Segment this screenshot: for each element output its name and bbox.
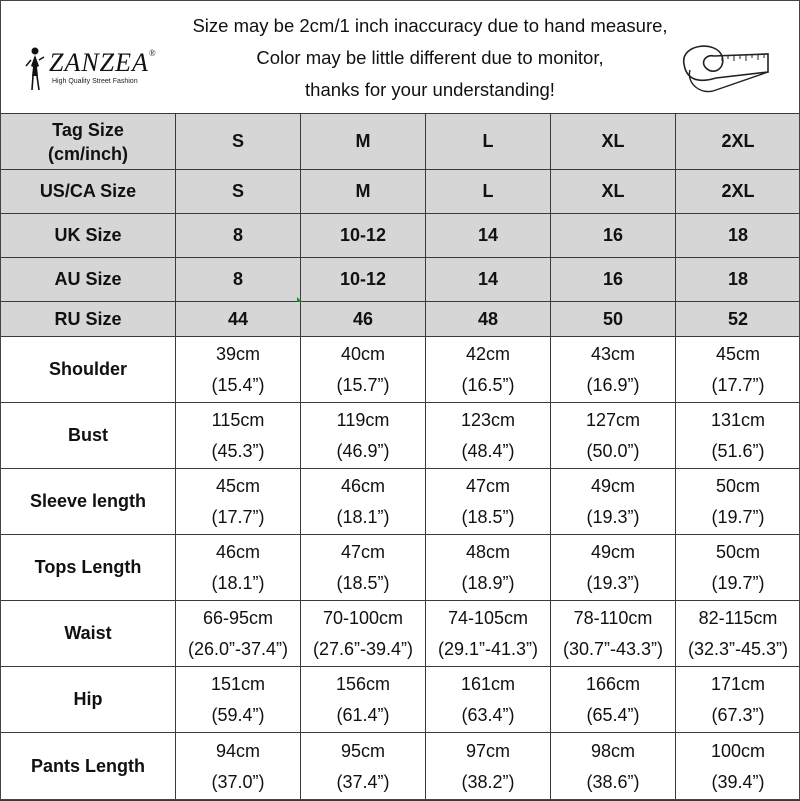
- table-cell: 115cm (45.3”): [176, 403, 301, 469]
- table-cell: XL: [551, 114, 676, 170]
- row-label: Pants Length: [1, 733, 176, 801]
- table-cell: 98cm (38.6”): [551, 733, 676, 801]
- table-cell: L: [426, 114, 551, 170]
- table-cell: 50: [551, 302, 676, 337]
- table-cell: 78-110cm (30.7”-43.3”): [551, 601, 676, 667]
- table-cell: S: [176, 170, 301, 214]
- table-cell: 74-105cm (29.1”-41.3”): [426, 601, 551, 667]
- table-cell: 161cm (63.4”): [426, 667, 551, 733]
- table-cell: 50cm (19.7”): [676, 469, 800, 535]
- table-cell: 47cm (18.5”): [426, 469, 551, 535]
- table-cell: 95cm (37.4”): [301, 733, 426, 801]
- table-cell: 46cm (18.1”): [301, 469, 426, 535]
- table-cell: 151cm (59.4”): [176, 667, 301, 733]
- table-cell: 94cm (37.0”): [176, 733, 301, 801]
- row-label: Hip: [1, 667, 176, 733]
- row-label: Bust: [1, 403, 176, 469]
- notice-line-2: Color may be little different due to monitor,: [160, 42, 700, 74]
- row-label: Shoulder: [1, 337, 176, 403]
- table-cell: 119cm (46.9”): [301, 403, 426, 469]
- table-cell: 48: [426, 302, 551, 337]
- table-cell: 46cm (18.1”): [176, 535, 301, 601]
- table-cell: 40cm (15.7”): [301, 337, 426, 403]
- table-cell: 131cm (51.6”): [676, 403, 800, 469]
- notice-line-3: thanks for your understanding!: [160, 74, 700, 106]
- table-cell: 39cm (15.4”): [176, 337, 301, 403]
- brand-name: ZANZEA®: [49, 48, 157, 78]
- row-label: Waist: [1, 601, 176, 667]
- table-cell: 8: [176, 258, 301, 302]
- table-cell: 49cm (19.3”): [551, 535, 676, 601]
- table-cell: 166cm (65.4”): [551, 667, 676, 733]
- table-cell: 47cm (18.5”): [301, 535, 426, 601]
- row-label: Sleeve length: [1, 469, 176, 535]
- table-cell: 2XL: [676, 170, 800, 214]
- table-cell: 18: [676, 258, 800, 302]
- table-cell: 18: [676, 214, 800, 258]
- row-label: RU Size: [1, 302, 176, 337]
- table-cell: 123cm (48.4”): [426, 403, 551, 469]
- table-cell: 50cm (19.7”): [676, 535, 800, 601]
- table-cell: 14: [426, 258, 551, 302]
- table-cell: 70-100cm (27.6”-39.4”): [301, 601, 426, 667]
- table-cell: 156cm (61.4”): [301, 667, 426, 733]
- notice-line-1: Size may be 2cm/1 inch inaccuracy due to hand measure,: [160, 10, 700, 42]
- table-cell: S: [176, 114, 301, 170]
- table-cell: 16: [551, 214, 676, 258]
- row-label: UK Size: [1, 214, 176, 258]
- table-cell: 2XL: [676, 114, 800, 170]
- table-cell: XL: [551, 170, 676, 214]
- table-cell: 49cm (19.3”): [551, 469, 676, 535]
- row-label: US/CA Size: [1, 170, 176, 214]
- row-label: Tops Length: [1, 535, 176, 601]
- table-cell: 43cm (16.9”): [551, 337, 676, 403]
- table-cell: L: [426, 170, 551, 214]
- table-cell: 171cm (67.3”): [676, 667, 800, 733]
- brand-tagline: High Quality Street Fashion: [52, 78, 138, 85]
- table-cell: M: [301, 170, 426, 214]
- table-cell: 127cm (50.0”): [551, 403, 676, 469]
- table-cell: 8: [176, 214, 301, 258]
- table-cell: 44: [176, 302, 301, 337]
- table-cell: 14: [426, 214, 551, 258]
- table-cell: 42cm (16.5”): [426, 337, 551, 403]
- table-cell: 45cm (17.7”): [676, 337, 800, 403]
- table-cell: 52: [676, 302, 800, 337]
- table-cell: 46: [301, 302, 426, 337]
- table-cell: 100cm (39.4”): [676, 733, 800, 801]
- table-cell: 82-115cm (32.3”-45.3”): [676, 601, 800, 667]
- table-cell: 16: [551, 258, 676, 302]
- table-cell: 10-12: [301, 214, 426, 258]
- table-cell: 48cm (18.9”): [426, 535, 551, 601]
- row-label: Tag Size (cm/inch): [1, 114, 176, 170]
- table-cell: 97cm (38.2”): [426, 733, 551, 801]
- table-cell: 10-12: [301, 258, 426, 302]
- table-cell: M: [301, 114, 426, 170]
- table-cell: 66-95cm (26.0”-37.4”): [176, 601, 301, 667]
- row-label: AU Size: [1, 258, 176, 302]
- table-cell: 45cm (17.7”): [176, 469, 301, 535]
